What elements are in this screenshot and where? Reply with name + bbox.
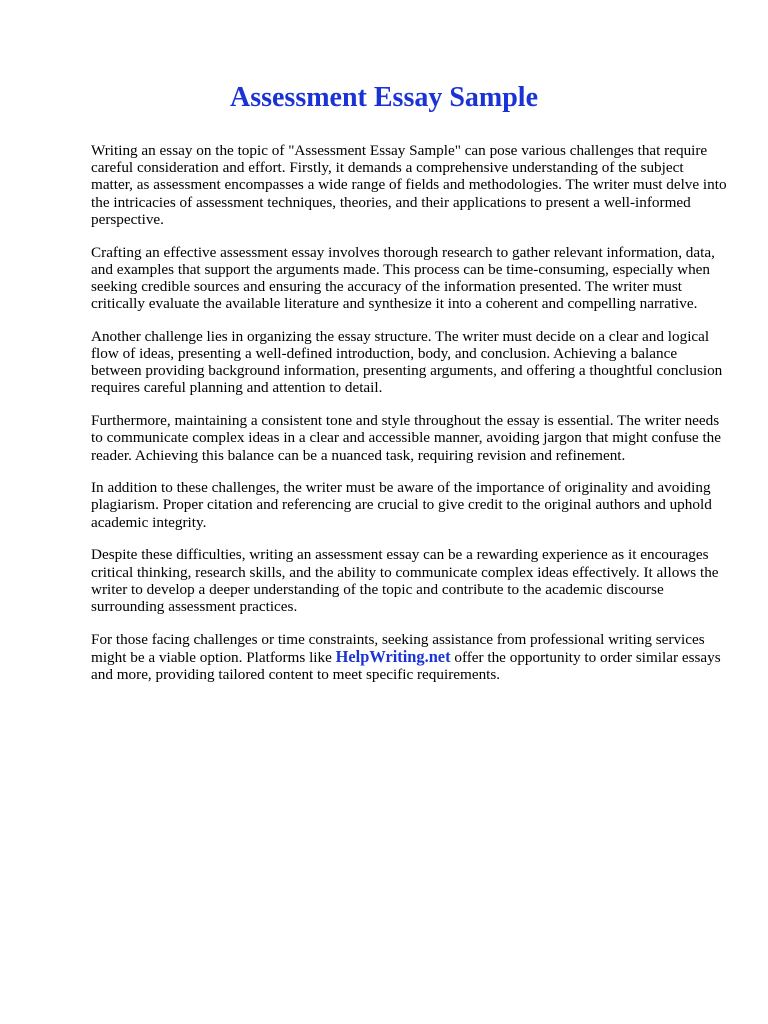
paragraph-7-before-link: For those facing challenges or time constraints, seeking assistance from professional writing services might be a viable option. Platforms like xyxy=(91,630,705,666)
paragraph-4: Furthermore, maintaining a consistent tone and style throughout the essay is essential. The writer needs to communicate complex ideas in a clear and accessible manner, avoiding jargon that might confuse the reader. Achieving this balance can be a nuanced task, requiring revision and refinement. xyxy=(91,412,722,464)
paragraph-3: Another challenge lies in organizing the essay structure. The writer must decide on a clear and logical flow of ideas, presenting a well-defined introduction, body, and conclusion. Achieving a balance between providing background information, presenting arguments, and offering a thoughtful conclusion requires careful planning and attention to detail. xyxy=(91,327,723,397)
paragraph-7-after-link: offer the opportunity to order similar essays and more, providing tailored content to meet specific requirements. xyxy=(91,648,721,684)
helpwriting-link[interactable]: HelpWriting.net xyxy=(335,646,451,666)
paragraph-7 xyxy=(91,631,728,684)
paragraph-1: Writing an essay on the topic of "Assessment Essay Sample" can pose various challenges that require careful consideration and effort. Firstly, it demands a comprehensive understanding of the subject matter, as assessment encompasses a wide range of fields and methodologies. The writer must delve into the intricacies of assessment techniques, theories, and their applications to present a well-informed perspective. xyxy=(91,142,727,228)
paragraph-6: Despite these difficulties, writing an assessment essay can be a rewarding experience as it encourages critical thinking, research skills, and the ability to communicate complex ideas effectively. It allows the writer to develop a deeper understanding of the topic and contribute to the academic discourse surrounding assessment practices. xyxy=(91,546,719,615)
page-title: Assessment Essay Sample xyxy=(229,82,539,113)
paragraph-5: In addition to these challenges, the writer must be aware of the importance of originality and avoiding plagiarism. Proper citation and referencing are crucial to give credit to the original authors and uphold academic integrity. xyxy=(91,479,712,531)
paragraph-2: Crafting an effective assessment essay involves thorough research to gather relevant information, data, and examples that support the arguments made. This process can be time-consuming, especially when seeking credible sources and ensuring the accuracy of the information presented. The writer must critically evaluate the available literature and synthesize it into a coherent and compelling narrative. xyxy=(91,243,715,313)
